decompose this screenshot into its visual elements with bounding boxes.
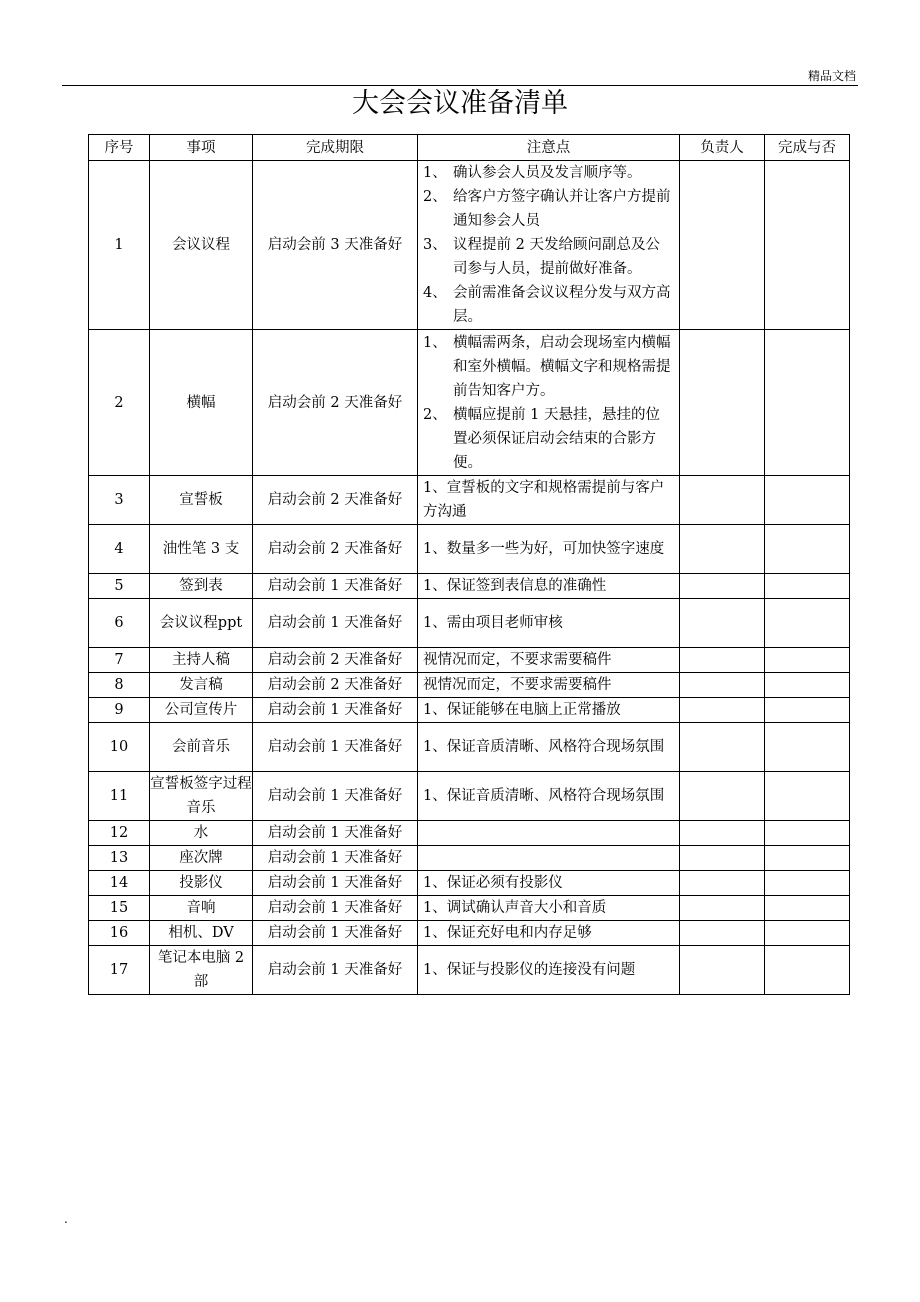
row-item: 主持人稿	[150, 648, 253, 673]
footer-mark: .	[64, 1212, 68, 1226]
row-deadline: 启动会前 1 天准备好	[253, 574, 418, 599]
row-done	[765, 330, 850, 476]
row-item: 宣誓板	[150, 476, 253, 525]
notes-list-item	[423, 331, 674, 403]
row-deadline: 启动会前 3 天准备好	[253, 161, 418, 330]
row-notes	[418, 330, 680, 476]
notes-list-item	[423, 185, 674, 233]
row-notes: 1、保证签到表信息的准确性	[418, 574, 680, 599]
row-deadline: 启动会前 2 天准备好	[253, 330, 418, 476]
column-header-done: 完成与否	[765, 135, 850, 161]
notes-item-number: 1、	[423, 165, 447, 181]
row-notes: 1、宣誓板的文字和规格需提前与客户方沟通	[418, 476, 680, 525]
row-item: 相机、DV	[150, 921, 253, 946]
row-done	[765, 574, 850, 599]
row-number: 16	[89, 921, 150, 946]
row-notes: 1、数量多一些为好，可加快签字速度	[418, 525, 680, 574]
table-row	[89, 821, 850, 846]
table-row	[89, 648, 850, 673]
row-owner	[680, 871, 765, 896]
row-notes	[418, 161, 680, 330]
notes-item-text: 给客户方签字确认并让客户方提前通知参会人员	[453, 189, 671, 229]
row-notes: 1、保证必须有投影仪	[418, 871, 680, 896]
table-row	[89, 476, 850, 525]
row-notes: 1、保证充好电和内存足够	[418, 921, 680, 946]
notes-list-item	[423, 161, 674, 185]
table-row	[89, 723, 850, 772]
row-owner	[680, 698, 765, 723]
row-number: 4	[89, 525, 150, 574]
row-item: 会议议程ppt	[150, 599, 253, 648]
row-notes	[418, 846, 680, 871]
row-deadline: 启动会前 2 天准备好	[253, 673, 418, 698]
row-number: 2	[89, 330, 150, 476]
notes-item-number: 1、	[423, 334, 447, 351]
notes-list-item	[423, 403, 674, 475]
row-done	[765, 161, 850, 330]
row-owner	[680, 723, 765, 772]
row-owner	[680, 821, 765, 846]
row-item: 会议议程	[150, 161, 253, 330]
row-notes: 1、保证与投影仪的连接没有问题	[418, 946, 680, 995]
notes-item-text: 会前需准备会议议程分发与双方高层。	[453, 285, 671, 325]
row-deadline: 启动会前 1 天准备好	[253, 846, 418, 871]
row-notes: 1、需由项目老师审核	[418, 599, 680, 648]
row-item: 音响	[150, 896, 253, 921]
row-notes: 1、调试确认声音大小和音质	[418, 896, 680, 921]
header-label: 精品文档	[807, 69, 856, 83]
row-number: 3	[89, 476, 150, 525]
row-deadline: 启动会前 1 天准备好	[253, 698, 418, 723]
row-owner	[680, 673, 765, 698]
row-number: 15	[89, 896, 150, 921]
row-number: 10	[89, 723, 150, 772]
row-done	[765, 946, 850, 995]
row-owner	[680, 330, 765, 476]
notes-item-number: 2、	[423, 406, 447, 423]
row-done	[765, 772, 850, 821]
row-item: 公司宣传片	[150, 698, 253, 723]
row-deadline: 启动会前 1 天准备好	[253, 723, 418, 772]
row-done	[765, 846, 850, 871]
row-deadline: 启动会前 1 天准备好	[253, 821, 418, 846]
row-done	[765, 896, 850, 921]
column-header-item: 事项	[150, 135, 253, 161]
row-number: 7	[89, 648, 150, 673]
row-done	[765, 921, 850, 946]
notes-item-text: 横幅应提前 1 天悬挂，悬挂的位置必须保证启动会结束的合影方便。	[453, 406, 660, 471]
row-notes: 视情况而定，不要求需要稿件	[418, 673, 680, 698]
table-row	[89, 946, 850, 995]
notes-item-text: 确认参会人员及发言顺序等。	[453, 165, 642, 181]
row-item: 签到表	[150, 574, 253, 599]
row-deadline: 启动会前 1 天准备好	[253, 772, 418, 821]
page-title: 大会会议准备清单	[352, 88, 568, 119]
column-header-notes: 注意点	[418, 135, 680, 161]
row-number: 8	[89, 673, 150, 698]
row-number: 14	[89, 871, 150, 896]
notes-list-item	[423, 281, 674, 329]
row-item: 投影仪	[150, 871, 253, 896]
notes-item-number: 2、	[423, 189, 447, 205]
table-row	[89, 871, 850, 896]
row-item: 横幅	[150, 330, 253, 476]
row-deadline: 启动会前 2 天准备好	[253, 476, 418, 525]
table-row	[89, 846, 850, 871]
notes-list-item	[423, 233, 674, 281]
table-row	[89, 896, 850, 921]
row-item: 笔记本电脑 2 部	[150, 946, 253, 995]
row-done	[765, 821, 850, 846]
row-item: 座次牌	[150, 846, 253, 871]
row-item: 会前音乐	[150, 723, 253, 772]
row-number: 9	[89, 698, 150, 723]
row-notes: 1、保证能够在电脑上正常播放	[418, 698, 680, 723]
notes-item-number: 3、	[423, 237, 447, 253]
column-header-no: 序号	[89, 135, 150, 161]
row-owner	[680, 599, 765, 648]
table-row	[89, 772, 850, 821]
row-item: 发言稿	[150, 673, 253, 698]
row-owner	[680, 476, 765, 525]
table-row	[89, 698, 850, 723]
row-number: 13	[89, 846, 150, 871]
row-done	[765, 673, 850, 698]
table-row	[89, 161, 850, 330]
row-owner	[680, 921, 765, 946]
row-done	[765, 648, 850, 673]
row-deadline: 启动会前 2 天准备好	[253, 525, 418, 574]
table-row	[89, 673, 850, 698]
row-done	[765, 599, 850, 648]
row-owner	[680, 846, 765, 871]
row-notes: 1、保证音质清晰、风格符合现场氛围	[418, 723, 680, 772]
row-deadline: 启动会前 1 天准备好	[253, 599, 418, 648]
row-notes	[418, 821, 680, 846]
row-deadline: 启动会前 1 天准备好	[253, 896, 418, 921]
row-deadline: 启动会前 1 天准备好	[253, 946, 418, 995]
table-row	[89, 525, 850, 574]
row-owner	[680, 161, 765, 330]
table-row	[89, 599, 850, 648]
row-number: 17	[89, 946, 150, 995]
row-done	[765, 698, 850, 723]
row-owner	[680, 574, 765, 599]
row-owner	[680, 772, 765, 821]
row-owner	[680, 946, 765, 995]
row-item: 宣誓板签字过程音乐	[150, 772, 253, 821]
notes-list	[423, 161, 674, 329]
row-owner	[680, 525, 765, 574]
row-notes: 视情况而定，不要求需要稿件	[418, 648, 680, 673]
table-row	[89, 574, 850, 599]
column-header-deadline: 完成期限	[253, 135, 418, 161]
table-header-row	[89, 135, 850, 161]
notes-item-text: 横幅需两条，启动会现场室内横幅和室外横幅。横幅文字和规格需提前告知客户方。	[453, 334, 671, 399]
row-item: 水	[150, 821, 253, 846]
table-row	[89, 921, 850, 946]
row-done	[765, 525, 850, 574]
row-deadline: 启动会前 1 天准备好	[253, 871, 418, 896]
row-done	[765, 723, 850, 772]
row-number: 5	[89, 574, 150, 599]
row-number: 12	[89, 821, 150, 846]
row-deadline: 启动会前 2 天准备好	[253, 648, 418, 673]
notes-item-number: 4、	[423, 285, 447, 301]
row-number: 1	[89, 161, 150, 330]
row-number: 11	[89, 772, 150, 821]
table-row	[89, 330, 850, 476]
column-header-owner: 负责人	[680, 135, 765, 161]
row-owner	[680, 896, 765, 921]
row-number: 6	[89, 599, 150, 648]
checklist-table	[88, 134, 850, 995]
row-notes: 1、保证音质清晰、风格符合现场氛围	[418, 772, 680, 821]
row-done	[765, 871, 850, 896]
row-done	[765, 476, 850, 525]
row-owner	[680, 648, 765, 673]
notes-item-text: 议程提前 2 天发给顾问副总及公司参与人员，提前做好准备。	[453, 237, 660, 277]
row-deadline: 启动会前 1 天准备好	[253, 921, 418, 946]
row-item: 油性笔 3 支	[150, 525, 253, 574]
notes-list	[423, 331, 674, 475]
